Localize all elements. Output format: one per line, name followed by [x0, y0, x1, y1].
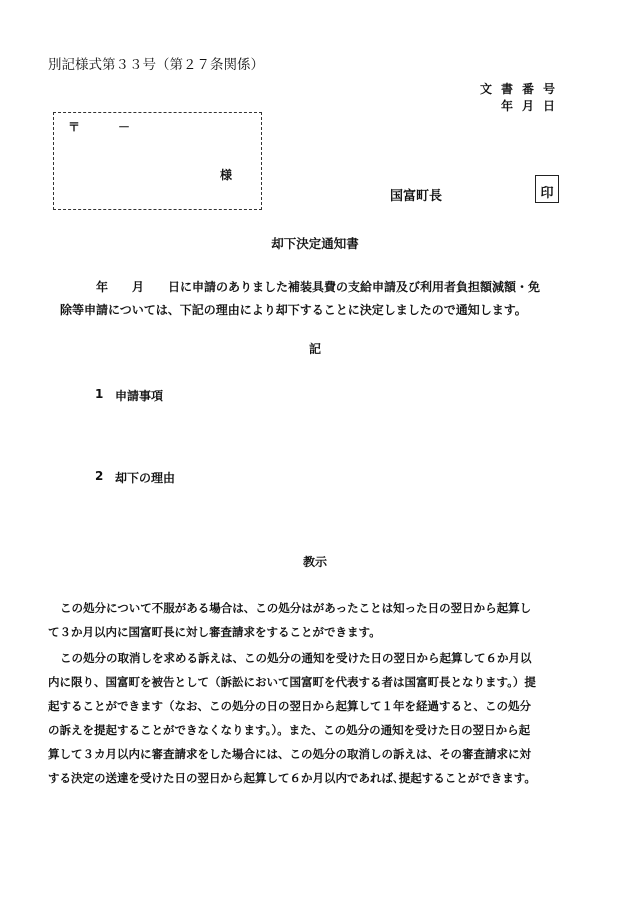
document-number-label: 文書番号 [479, 82, 564, 96]
item-1-number: 1 [95, 387, 104, 401]
item-2-label: 却下の理由 [115, 471, 176, 485]
notice-line-3: この処分の取消しを求める訴えは、この処分の通知を受けた日の翌日から起算して６か月以 [60, 651, 532, 665]
ki-heading: 記 [308, 342, 321, 356]
intro-line-1: 年 月 日に申請のありました補装具費の支給申請及び利用者負担額減額・免 [96, 280, 541, 294]
address-box [53, 112, 262, 210]
document-title: 却下決定通知書 [271, 236, 359, 251]
postal-dash: － [118, 120, 131, 134]
notice-line-2: て３か月以内に国富町長に対し審査請求をすることができます。 [48, 625, 381, 639]
item-1-label: 申請事項 [115, 389, 164, 403]
seal-box [535, 175, 559, 203]
intro-line-2: 除等申請については、下記の理由により却下することに決定しましたので通知します。 [60, 303, 527, 317]
notice-line-6: の訴えを提起することができなくなります。）。また、この処分の通知を受けた日の翌日から起 [48, 723, 531, 737]
notice-line-8: する決定の送達を受けた日の翌日から起算して６か月以内であれば､提起することができます。 [48, 771, 536, 785]
notice-line-7: 算して３カ月以内に審査請求をした場合には、この処分の取消しの訴えは、その審査請求に対 [48, 747, 531, 761]
mayor-title: 国富町長 [390, 189, 443, 204]
notice-heading: 教示 [302, 555, 327, 569]
document-date-label: 年月日 [500, 99, 564, 113]
notice-line-1: この処分について不服がある場合は、この処分はがあったことは知った日の翌日から起算し [60, 601, 532, 615]
seal-label: 印 [540, 186, 554, 201]
postal-mark: 〒 [68, 120, 81, 134]
form-label: 別記様式第３３号（第２７条関係） [48, 57, 264, 73]
honorific-sama: 様 [220, 168, 233, 182]
notice-line-5: 起することができます（なお、この処分の日の翌日から起算して１年を経過すると、この処分 [48, 699, 531, 713]
notice-line-4: 内に限り、国富町を被告として（訴訟において国富町を代表する者は国富町長となります。）提 [48, 675, 536, 689]
item-2-number: 2 [95, 469, 104, 483]
